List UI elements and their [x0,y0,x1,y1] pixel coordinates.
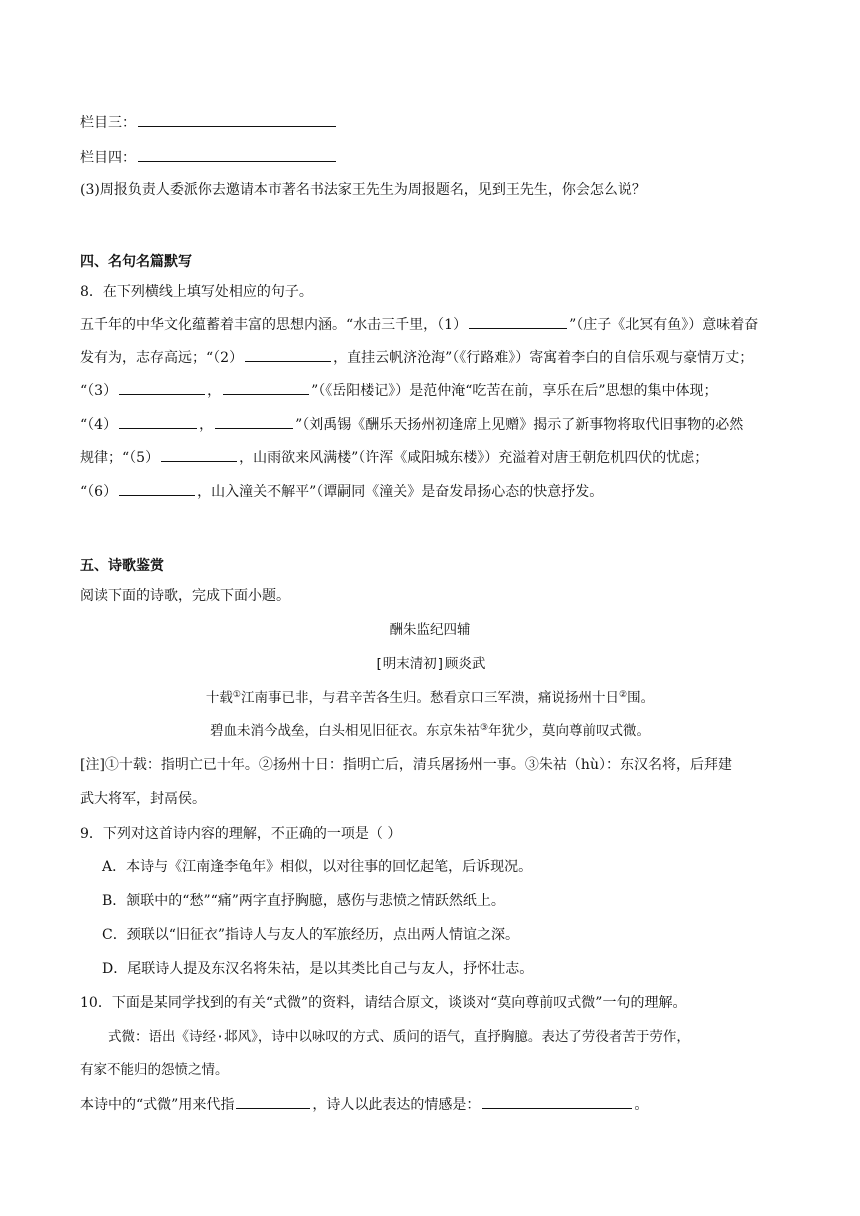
column-4-line [80,147,338,168]
poem-line-2-b: 年犹少，莫向尊前叹式微。 [488,723,651,739]
footnote-mark-3: ③ [479,723,489,733]
answer-fill-middle: ，诗人以此表达的情感是： [312,1097,481,1113]
fill-line-1 [80,314,758,335]
blank-6[interactable] [119,481,195,496]
poem-line-1-c: 围。 [627,690,655,706]
fill-line-5 [80,447,708,468]
blank-4a[interactable] [119,414,197,429]
poem-line-1 [0,688,860,708]
answer-fill-line [80,1094,648,1115]
fill-line-3-end: ”（《岳阳楼记》）是范仲淹“吃苦在前，享乐在后”思想的集中体现； [311,383,718,399]
fill-line-4-sep: ， [199,417,214,433]
section-4-title: 四、名句名篇默写 [80,254,192,270]
fill-line-2-end: ，直挂云帆济沧海”（《行路难》）寄寓着李白的自信乐观与豪情万丈； [333,350,754,366]
answer-blank-2[interactable] [482,1094,632,1109]
poem-line-2-a: 碧血未消今战垒，白头相见旧征衣。东京朱祜 [209,723,480,739]
column-4-blank[interactable] [138,147,336,162]
blank-3b[interactable] [223,380,309,395]
fill-line-5-start: 规律；“（5） [80,450,160,466]
question-3-text: (3)周报负责人委派你去邀请本市著名书法家王先生为周报题名，见到王先生，你会怎么说？ [80,182,646,198]
fill-line-1-start: 五千年的中华文化蕴蓄着丰富的思想内涵。“水击三千里，（1） [80,317,468,333]
column-3-line [80,112,338,133]
option-d[interactable]: D．尾联诗人提及东汉名将朱祜，是以其类比自己与友人，抒怀壮志。 [102,961,534,977]
section-5-title: 五、诗歌鉴赏 [80,558,164,574]
question-10-text: 10．下面是某同学找到的有关“式微”的资料，请结合原文，谈谈对“莫向尊前叹式微”一句的理解。 [80,995,687,1011]
poem-line-2 [0,721,860,741]
section-5-intro: 阅读下面的诗歌，完成下面小题。 [80,588,290,604]
fill-line-6 [80,481,603,502]
fill-line-4-end: ”（刘禹锡《酬乐天扬州初逢席上见赠》揭示了新事物将取代旧事物的必然 [295,417,744,433]
reference-line-1: 式微：语出《诗经·邶风》，诗中以咏叹的方式、质问的语气，直抒胸臆。表达了劳役者苦于劳作， [108,1029,690,1045]
blank-3a[interactable] [119,380,205,395]
column-3-blank[interactable] [138,112,336,127]
column-3-label: 栏目三： [80,115,136,131]
fill-line-1-end: ”（庄子《北冥有鱼》）意味着奋 [569,317,759,333]
poem-line-1-b: 江南事已非，与君辛苦各生归。愁看京口三军溃，痛说扬州十日 [241,690,619,706]
fill-line-6-end: ，山入潼关不解平”（谭嗣同《潼关》是奋发昂扬心态的快意抒发。 [197,484,604,500]
blank-4b[interactable] [215,414,293,429]
fill-line-2-start: 发有为，志存高远；“（2） [80,350,244,366]
answer-fill-start: 本诗中的“式微”用来代指 [80,1097,235,1113]
poem-title: 酬朱监纪四辅 [389,622,471,638]
poem-note-line-2: 武大将军，封鬲侯。 [80,791,206,807]
footnote-mark-2: ② [619,690,628,700]
poem-line-1-a: 十载 [205,690,233,706]
question-8-text: 8．在下列横线上填写处相应的句子。 [80,284,313,300]
fill-line-3-start: “（3） [80,383,118,399]
fill-line-3-sep: ， [207,383,222,399]
option-a[interactable]: A．本诗与《江南逢李龟年》相似，以对往事的回忆起笔，后诉现况。 [102,859,533,875]
option-b[interactable]: B．颔联中的“愁”“痛”两字直抒胸臆，感伤与悲愤之情跃然纸上。 [102,893,505,909]
question-9-text: 9．下列对这首诗内容的理解，不正确的一项是（ ） [80,826,402,842]
poem-author: [明末清初]顾炎武 [374,656,486,672]
fill-line-4 [80,414,743,435]
blank-5[interactable] [161,447,237,462]
answer-fill-end: 。 [634,1097,649,1113]
fill-line-2 [80,347,753,368]
fill-line-3 [80,380,718,401]
footnote-mark-1: ① [232,690,241,700]
option-c[interactable]: C．颈联以“旧征衣”指诗人与友人的军旅经历，点出两人情谊之深。 [102,927,520,943]
fill-line-6-start: “（6） [80,484,118,500]
blank-1[interactable] [469,314,567,329]
fill-line-5-end: ，山雨欲来风满楼”（许浑《咸阳城东楼》）充溢着对唐王朝危机四伏的忧虑； [239,450,709,466]
answer-blank-1[interactable] [236,1094,310,1109]
fill-line-4-start: “（4） [80,417,118,433]
poem-note-line-1: [注]①十载：指明亡已十年。②扬州十日：指明亡后，清兵屠扬州一事。③朱祜（hù）：东汉名将，后拜建 [80,757,732,773]
column-4-label: 栏目四： [80,150,136,166]
reference-line-2: 有家不能归的怨愤之情。 [80,1062,229,1078]
blank-2[interactable] [245,347,331,362]
